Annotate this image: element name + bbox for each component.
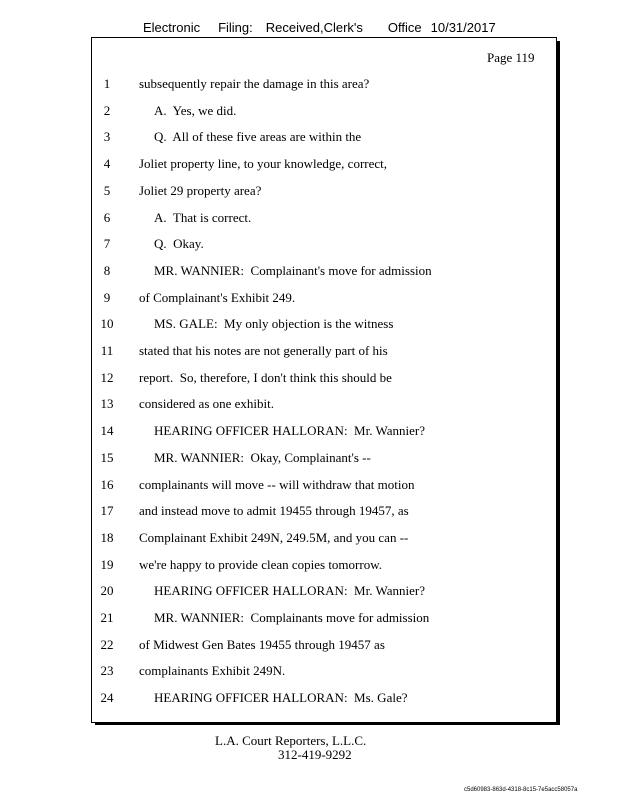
line-number: 15 [100, 449, 114, 465]
line-number: 13 [100, 396, 114, 412]
line-number: 20 [100, 583, 114, 599]
line-number: 18 [100, 529, 114, 545]
line-text: and instead move to admit 19455 through 19457, as [139, 503, 409, 519]
line-number: 21 [100, 610, 114, 625]
transcript-line [0, 610, 618, 630]
transcript-line [0, 183, 618, 203]
transcript-line [0, 423, 618, 443]
line-number: 14 [100, 423, 114, 439]
line-number: 16 [100, 476, 114, 492]
transcript-line [0, 103, 618, 123]
transcript-line [0, 316, 618, 336]
line-number: 8 [103, 262, 111, 278]
line-number: 23 [100, 663, 114, 679]
page-number: Page 119 [487, 50, 535, 65]
line-text: Joliet 29 property area? [139, 182, 262, 198]
transcript-line [0, 637, 618, 657]
line-number: 12 [100, 369, 114, 385]
transcript-line [0, 76, 618, 96]
transcript-line [0, 583, 618, 603]
line-number: 17 [100, 503, 114, 519]
transcript-line [0, 690, 618, 710]
line-number: 2 [103, 102, 111, 118]
filing-stamp-date: 10/31/2017 [430, 20, 496, 35]
line-text: HEARING OFFICER HALLORAN: Mr. Wannier? [154, 583, 425, 599]
reporter-company: L.A. Court Reporters, L.L.C. [215, 733, 367, 748]
transcript-line [0, 210, 618, 230]
line-text: Q. All of these five areas are within the [154, 129, 362, 145]
filing-stamp-word: Electronic [143, 20, 201, 35]
line-number: 4 [103, 156, 111, 172]
line-number: 7 [103, 236, 111, 252]
transcript-line [0, 503, 618, 523]
line-text: considered as one exhibit. [139, 396, 275, 412]
line-text: Joliet property line, to your knowledge, correct, [139, 156, 388, 172]
line-number: 22 [100, 636, 114, 652]
document-hash: c5d60983-863d-4318-8c15-7e5acc58057a [464, 787, 578, 793]
line-number: 6 [103, 209, 111, 225]
line-text: MR. WANNIER: Complainant's move for admission [154, 262, 432, 278]
line-text: MR. WANNIER: Okay, Complainant's -- [154, 449, 371, 465]
transcript-line [0, 663, 618, 683]
line-text: HEARING OFFICER HALLORAN: Mr. Wannier? [154, 423, 425, 439]
line-text: Q. Okay. [154, 236, 204, 252]
line-text: report. So, therefore, I don't think this should be [139, 369, 392, 385]
line-number: 5 [103, 182, 111, 198]
filing-stamp-word: Received,Clerk's [265, 20, 363, 35]
reporter-phone: 312-419-9292 [278, 747, 352, 762]
line-number: 24 [100, 690, 114, 706]
transcript-line [0, 530, 618, 550]
transcript-line [0, 557, 618, 577]
line-number: 19 [100, 556, 114, 572]
line-text: stated that his notes are not generally part of his [139, 343, 388, 358]
transcript-line [0, 343, 618, 363]
frame-shadow [95, 722, 560, 725]
line-text: complainants will move -- will withdraw that motion [139, 476, 415, 492]
line-text: A. That is correct. [154, 209, 252, 225]
line-text: subsequently repair the damage in this area? [139, 76, 370, 91]
line-number: 1 [103, 76, 111, 91]
line-text: Complainant Exhibit 249N, 249.5M, and you can -- [139, 529, 409, 545]
filing-stamp [143, 20, 496, 35]
line-text: MS. GALE: My only objection is the witness [154, 316, 394, 332]
transcript-line [0, 236, 618, 256]
line-text: complainants Exhibit 249N. [139, 663, 286, 679]
transcript-line [0, 129, 618, 149]
line-number: 3 [103, 129, 111, 145]
line-text: of Midwest Gen Bates 19455 through 19457 as [139, 636, 385, 652]
line-number: 11 [100, 343, 114, 358]
filing-stamp-word: Office [387, 20, 422, 35]
line-text: we're happy to provide clean copies tomorrow. [139, 556, 383, 572]
line-text: HEARING OFFICER HALLORAN: Ms. Gale? [154, 690, 408, 706]
transcript-line [0, 290, 618, 310]
transcript-line [0, 396, 618, 416]
line-text: of Complainant's Exhibit 249. [139, 289, 296, 305]
line-text: A. Yes, we did. [154, 102, 237, 118]
transcript-line [0, 477, 618, 497]
transcript-line [0, 156, 618, 176]
line-number: 9 [103, 289, 111, 305]
line-text: MR. WANNIER: Complainants move for admission [154, 610, 430, 625]
transcript-line [0, 263, 618, 283]
transcript-line [0, 370, 618, 390]
line-number: 10 [100, 316, 114, 332]
transcript-line [0, 450, 618, 470]
filing-stamp-word: Filing: [218, 20, 253, 35]
